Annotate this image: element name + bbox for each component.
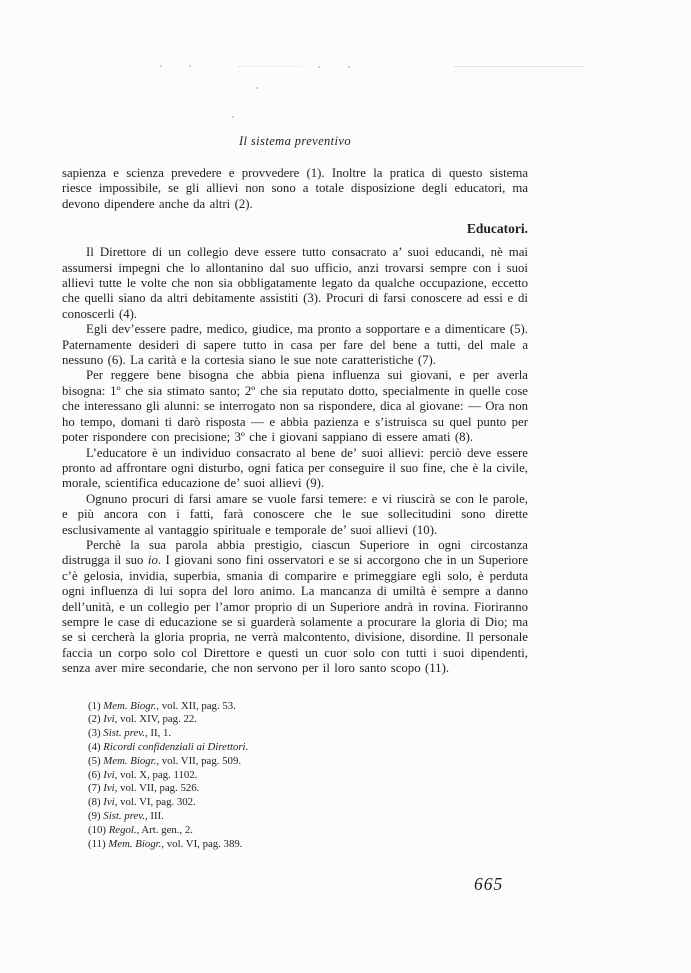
- text-segment: , vol. X, pag. 1102.: [114, 768, 198, 781]
- paragraph: [62, 492, 528, 538]
- paragraph: [62, 446, 528, 492]
- italic-text: Ivi: [103, 768, 115, 781]
- footnote-item: [88, 824, 528, 838]
- scan-artifact: [348, 66, 350, 68]
- paragraph: [62, 166, 528, 212]
- footnote-item: [88, 810, 528, 824]
- text-segment: , III.: [144, 809, 164, 822]
- footnote-item: [88, 741, 528, 755]
- scan-artifact: [238, 66, 302, 67]
- italic-text: Regol.: [108, 823, 137, 836]
- italic-text: Ricordi confidenziali ai Direttori: [103, 740, 246, 753]
- footnote-item: [88, 700, 528, 714]
- text-segment: , vol. XII, pag. 53.: [156, 699, 236, 712]
- section-heading: Educatori.: [466, 221, 528, 237]
- italic-text: Sist. prev.: [103, 809, 145, 822]
- scan-artifact: [160, 65, 162, 67]
- text-segment: Ognuno procuri di farsi amare se vuole farsi temere: e vi riuscirà se con le parole, e più ancora con i fatti, farà conoscere che le sue sollecitudini sono dirette esclusivamente al vantaggio spirituale e temporale de’ suoi allievi (10).: [62, 491, 528, 537]
- text-segment: Egli dev’essere padre, medico, giudice, ma pronto a sopportare e a dimenticare (5). Paternamente desideri di sapere tutto in casa per fare del bene a tutti, del male a nessuno (6). La carità e la cortesia siano le sue note caratteristiche (7).: [62, 322, 528, 368]
- text-segment: , vol. VI, pag. 389.: [161, 837, 243, 850]
- footnote-item: [88, 838, 528, 852]
- italic-text: Ivi: [103, 796, 115, 809]
- text-block: [62, 134, 528, 851]
- footnote-marker: (6): [88, 768, 104, 781]
- text-segment: , vol. XIV, pag. 22.: [114, 713, 197, 726]
- text-segment: , vol. VII, pag. 526.: [114, 782, 200, 795]
- body-content: [62, 166, 528, 677]
- scan-artifact: [189, 65, 191, 67]
- footnote-marker: (4): [88, 740, 104, 753]
- text-segment: . I giovani sono fini osservatori e se si accorgono che in un Superiore c’è gelosia, invidia, superbia, smania di comparire e primeggiare egli solo, è perduta ogni influenza di lui sopra del loro animo. La mancanza di umiltà è sempre a danno dell’unità, e un collegio per l’amor proprio di un Superiore andrà in rovina. Fioriranno sempre le case di educazione se si guarderà solamente a procurare la gloria di Dio; ma se si cercherà la gloria propria, ne verrà malcontento, divisione, disordine. Il personale faccia un corpo solo col Direttore e questi un cuor solo con tutti i suoi dipendenti, senza aver mire secondarie, che non servono per il loro santo scopo (11).: [62, 553, 529, 676]
- footnote-item: [88, 769, 528, 783]
- paragraph: [62, 245, 528, 322]
- text-segment: Perchè la sua parola abbia prestigio, ciascun Superiore in ogni circostanza distrugga il suo: [62, 537, 528, 568]
- paragraph: [62, 322, 528, 368]
- footnote-marker: (5): [88, 754, 104, 767]
- text-segment: Per reggere bene bisogna che abbia piena influenza sui giovani, e per averla bisogna: 1º che sia stimato santo; 2º che sia reputato dotto, specialmente in quelle cose che interessano gli alunni: se interrogato non sa rispondere, dica al giovane: — Ora non ho tempo, domani ti darò risposta — e abbia pazienza e s’istruisca su quel punto per poter rispondere con precisione; 3º che i giovani sappiano di essere amati (8).: [62, 368, 528, 445]
- footnote-marker: (3): [88, 727, 104, 740]
- italic-text: Ivi: [103, 782, 115, 795]
- text-segment: sapienza e scienza prevedere e provvedere (1). Inoltre la pratica di questo sistema riesce impossibile, se gli allievi non sono a totale disposizione degli educatori, ma devono dipendere anche da altri (2).: [62, 166, 528, 211]
- scan-artifact: [455, 66, 583, 67]
- footnote-item: [88, 727, 528, 741]
- scan-artifact: [232, 116, 234, 118]
- footnote-marker: (11): [88, 837, 109, 850]
- footnote-marker: (2): [88, 713, 104, 726]
- italic-text: Ivi: [103, 713, 115, 726]
- running-head: Il sistema preventivo: [238, 134, 352, 148]
- footnotes: [62, 700, 528, 852]
- footnote-item: [88, 796, 528, 810]
- page-number: 665: [474, 874, 504, 894]
- text-segment: .: [245, 740, 249, 753]
- text-segment: , II, 1.: [144, 727, 172, 740]
- footnote-marker: (9): [88, 809, 104, 822]
- text-segment: Il Direttore di un collegio deve essere tutto consacrato a’ suoi educandi, nè mai assumersi impegni che lo allontanino dal suo ufficio, anzi trovarsi sempre con i suoi allievi tutte le volte che non sia obbligatamente legato da qualche occupazione, eccetto che quelli siano da altri debitamente assistiti (3). Procuri di farsi conoscere ad essi e di conoscerli (4).: [62, 245, 528, 321]
- italic-text: io: [147, 553, 158, 568]
- italic-text: Mem. Biogr.: [103, 699, 157, 712]
- footnote-marker: (8): [88, 796, 104, 809]
- text-segment: , Art. gen., 2.: [136, 823, 193, 836]
- paragraph: [62, 538, 528, 677]
- italic-text: Mem. Biogr.: [103, 754, 157, 767]
- italic-text: Sist. prev.: [103, 727, 145, 740]
- footnote-marker: (7): [88, 782, 104, 795]
- text-segment: , vol. VI, pag. 302.: [114, 796, 196, 809]
- text-segment: L’educatore è un individuo consacrato al bene de’ suoi allievi: perciò deve essere pronto ad affrontare ogni disturbo, ogni fatica per conseguire il suo fine, che è la civile, morale, scientifica educazione de’ suoi allievi (9).: [62, 445, 528, 491]
- footnote-item: [88, 782, 528, 796]
- footnote-marker: (10): [88, 823, 109, 836]
- text-segment: , vol. VII, pag. 509.: [156, 754, 242, 767]
- footnote-marker: (1): [88, 699, 104, 712]
- footnote-item: [88, 713, 528, 727]
- paragraph: [62, 368, 528, 445]
- footnote-item: [88, 755, 528, 769]
- scan-artifact: [256, 87, 258, 89]
- italic-text: Mem. Biogr.: [108, 837, 162, 850]
- scan-artifact: [318, 66, 320, 68]
